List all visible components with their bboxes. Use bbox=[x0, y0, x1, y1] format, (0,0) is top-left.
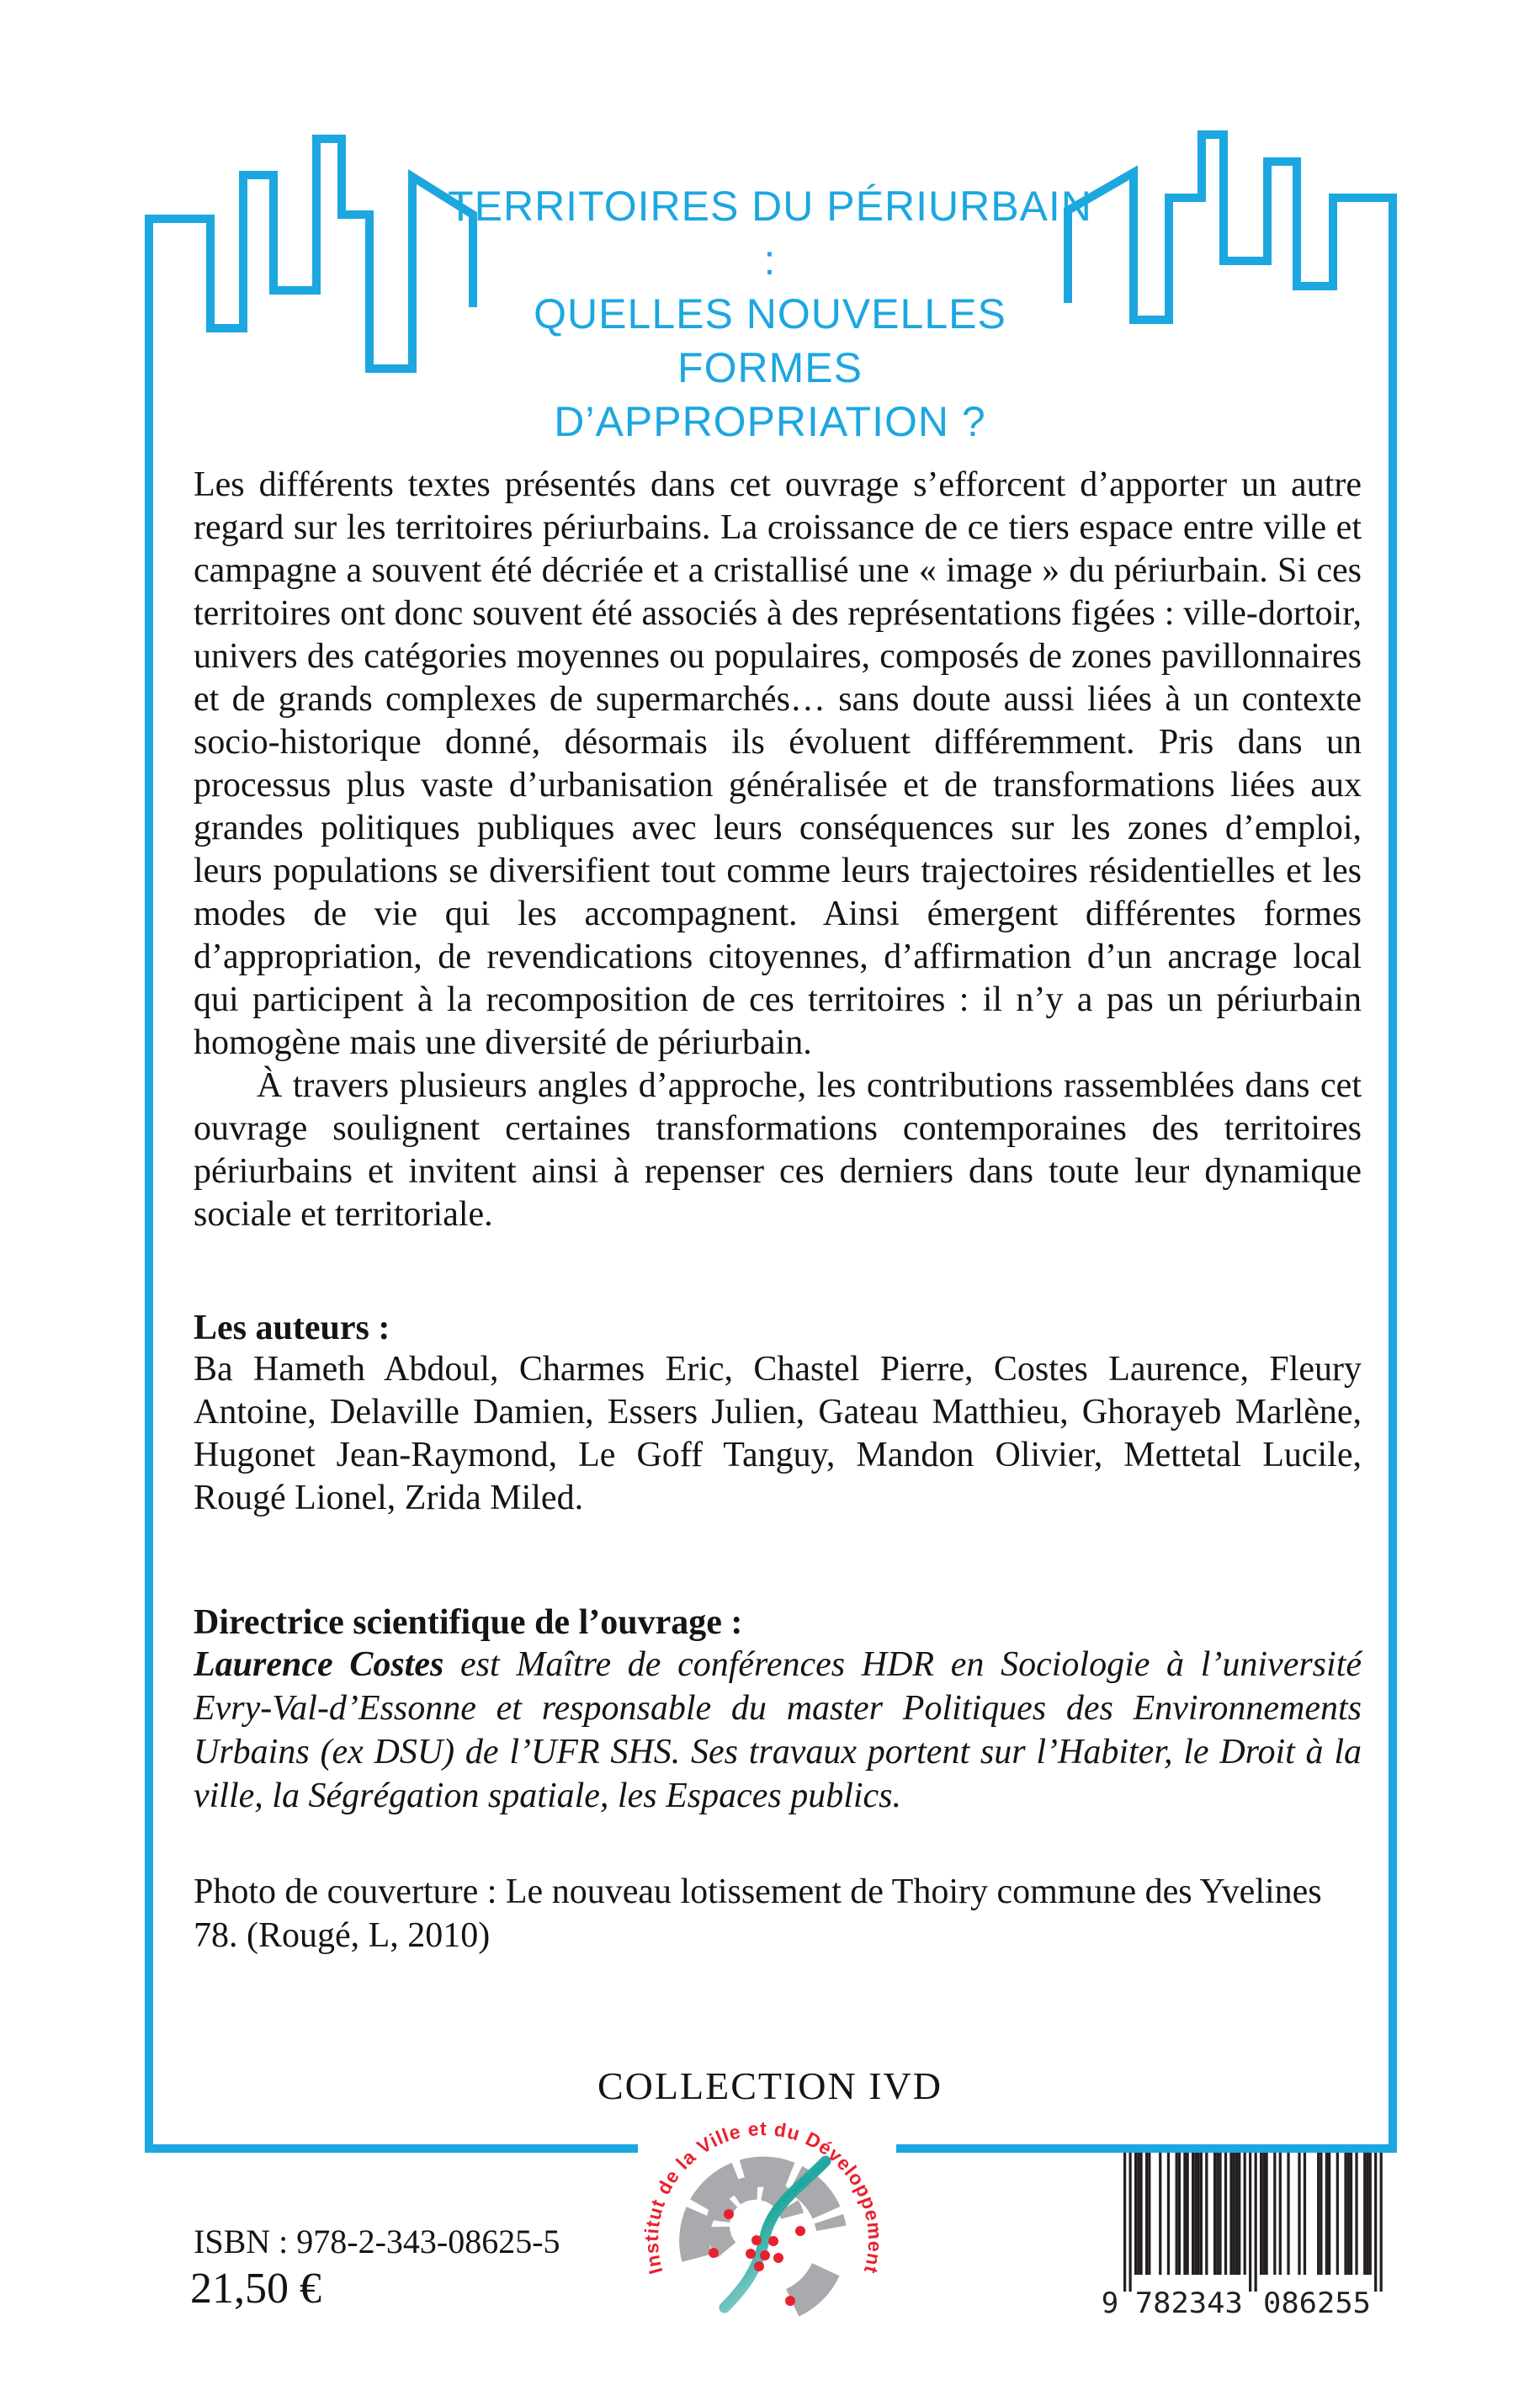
director-heading: Directrice scientifique de l’ouvrage : bbox=[194, 1603, 743, 1642]
price-text: 21,50 € bbox=[190, 2265, 321, 2313]
ivd-publisher-logo bbox=[637, 2112, 889, 2345]
svg-text:9: 9 bbox=[1101, 2287, 1119, 2320]
title-line-3: D’APPROPRIATION ? bbox=[554, 398, 986, 445]
isbn-text: ISBN : 978-2-343-08625-5 bbox=[194, 2223, 560, 2260]
authors-list: Ba Hameth Abdoul, Charmes Eric, Chastel Pierre, Costes Laurence, Fleury Antoine, Delaville Damien, Essers Julien, Gateau Matthieu, Ghorayeb Marlène, Hugonet Jean-Raymond, Le Goff Tanguy, Mandon Olivier, Mettetal Lucile, Rougé Lionel, Zrida Miled. bbox=[194, 1350, 1362, 1517]
collection-name: COLLECTION IVD bbox=[597, 2064, 943, 2107]
book-title bbox=[438, 179, 1102, 449]
title-line-1: TERRITOIRES DU PÉRIURBAIN : bbox=[448, 183, 1092, 284]
cover-photo-credit: Photo de couverture : Le nouveau lotissement de Thoiry commune des Yvelines 78. (Rougé, L, 2010) bbox=[194, 1872, 1322, 1955]
title-line-2: QUELLES NOUVELLES FORMES bbox=[534, 290, 1006, 391]
director-bio-text: est Maître de conférences HDR en Sociologie à l’université Evry-Val-d’Essonne et responsable du master Politiques des Environnements Urbains (ex DSU) de l’UFR SHS. Ses travaux portent sur l’Habiter, le Droit à la ville, la Ségrégation spatiale, les Espaces publics. bbox=[194, 1645, 1362, 1815]
director-name: Laurence Costes bbox=[194, 1645, 444, 1684]
synopsis-paragraph-1: Les différents textes présentés dans cet ouvrage s’efforcent d’apporter un autre regard sur les territoires périurbains. La croissance de ce tiers espace entre ville et campagne a souvent été décriée et a cristallisé une « image » du périurbain. Si ces territoires ont donc souvent été associés à des représentations figées : ville-dortoir, univers des catégories moyennes ou populaires, composés de zones pavillonnaires et de grands complexes de supermarchés… sans doute aussi liées à un contexte socio-historique donné, désormais ils évoluent différemment. Pris dans un processus plus vaste d’urbanisation généralisée et de transformations liées aux grandes politiques publiques avec leurs conséquences sur les zones d’emploi, leurs populations se diversifient tout comme leurs trajectoires résidentielles et les modes de vie qui les accompagnent. Ainsi émergent différentes formes d’appropriation, de revendications citoyennes, d’affirmation d’un ancrage local qui participent à la recomposition de ces territoires : il n’y a pas un périurbain homogène mais une diversité de périurbain. bbox=[194, 465, 1362, 1062]
synopsis bbox=[194, 464, 1362, 1236]
logo-arc-text: Institut de la Ville et du Développement bbox=[640, 2117, 887, 2277]
ean-barcode bbox=[1097, 2153, 1383, 2321]
svg-text:782343: 782343 bbox=[1134, 2287, 1243, 2320]
synopsis-paragraph-2: À travers plusieurs angles d’approche, les contributions rassemblées dans cet ouvrage soulignent certaines transformations contemporaines des territoires périurbains et invitent ainsi à repenser ces derniers dans toute leur dynamique sociale et territoriale. bbox=[194, 1066, 1362, 1234]
authors-heading: Les auteurs : bbox=[194, 1309, 390, 1347]
svg-text:086255: 086255 bbox=[1263, 2287, 1371, 2320]
director-bio bbox=[194, 1643, 1362, 1818]
